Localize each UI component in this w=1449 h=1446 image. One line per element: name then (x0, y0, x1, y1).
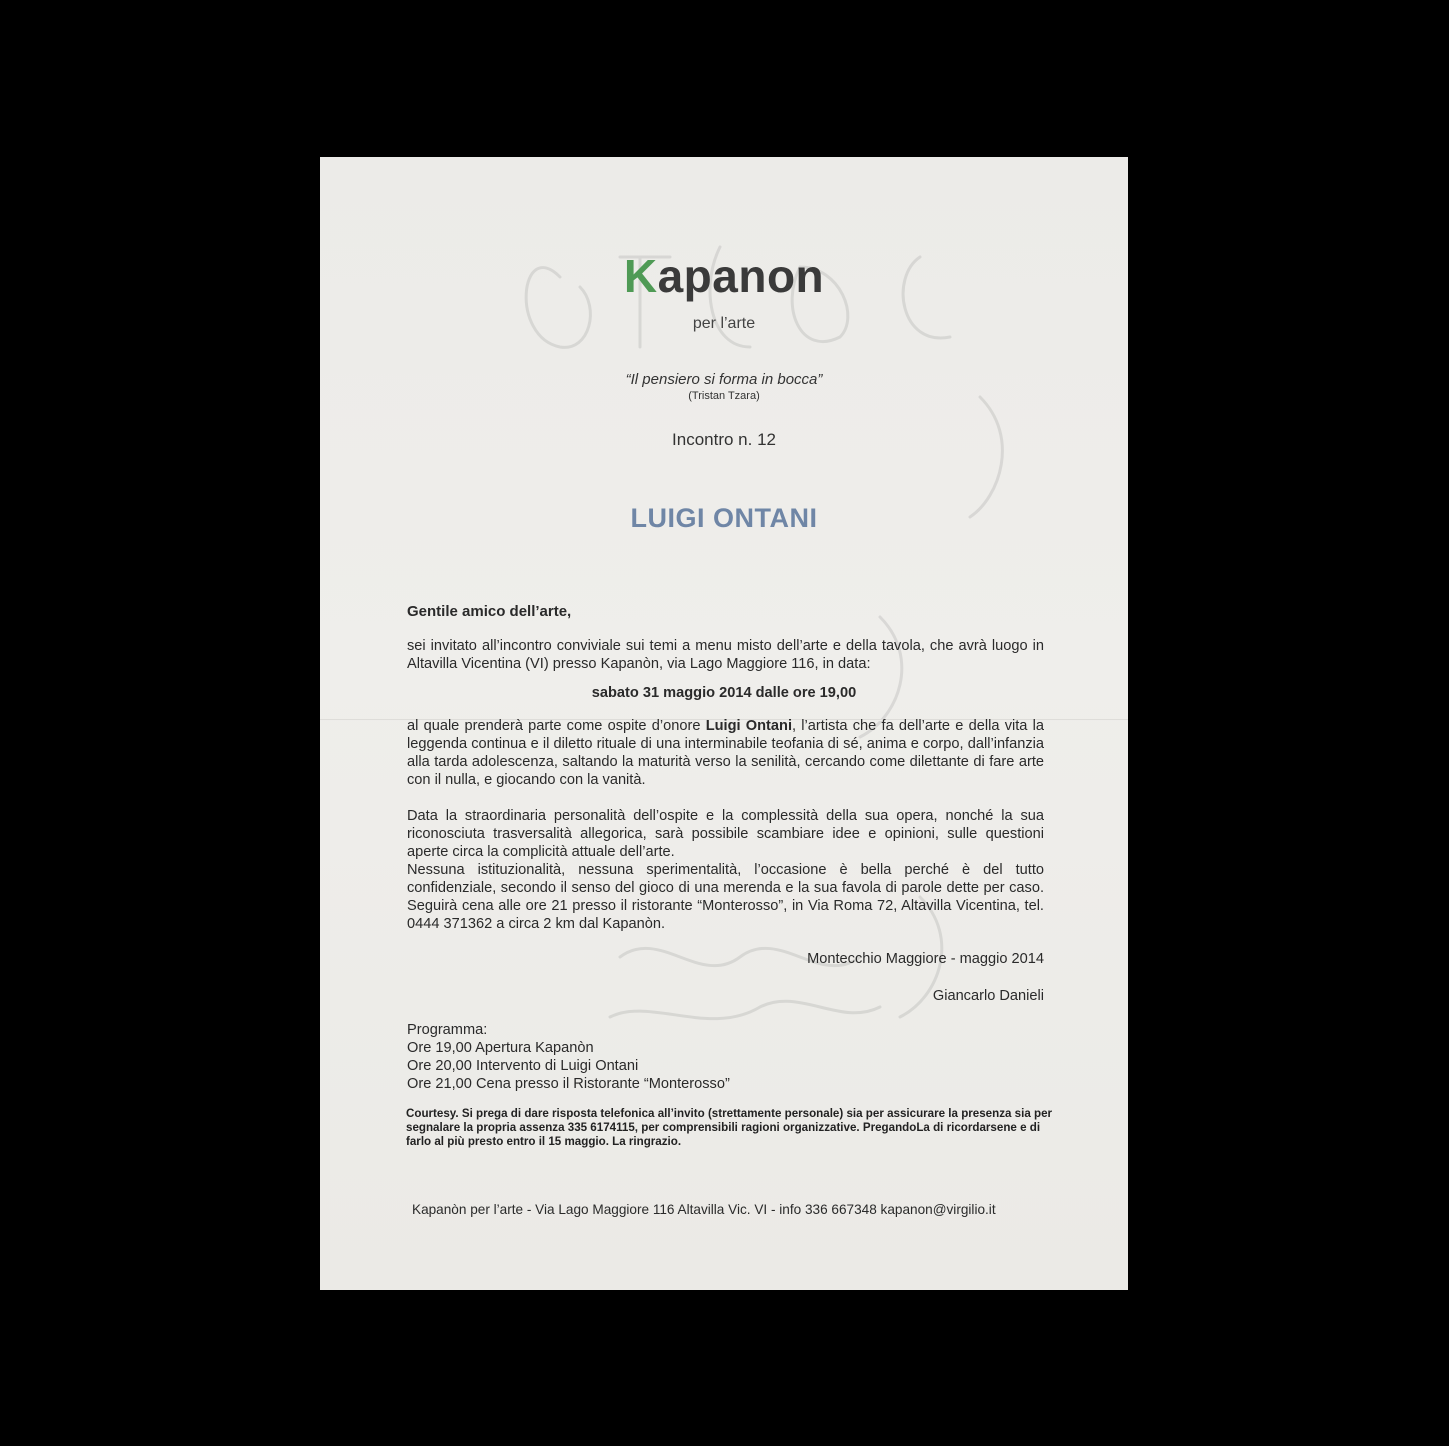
logo-subtitle: per l’arte (692, 315, 756, 332)
paragraph-guest-start: al quale prenderà parte come ospite d’onore (407, 718, 706, 734)
courtesy-note: Courtesy. Si prega di dare risposta telefonica all’invito (strettamente personale) sia per assicurare la presenza sia per segnalare la propria assenza 335 6174115, per comprensibili ragioni organizzative. PregandoLa di ricordarsene e di farlo al più presto entro il 15 maggio. La ringrazio. (406, 1107, 1053, 1148)
paragraph-guest (407, 717, 1044, 789)
paragraph-invitation: sei invitato all’incontro conviviale sui temi a menu misto dell’arte e della tavola, che avrà luogo in Altavilla Vicentina (VI) presso Kapanòn, via Lago Maggiore 116, in data: (407, 638, 1044, 672)
quote: “Il pensiero si forma in bocca” (625, 371, 823, 388)
programme-item: Ore 19,00 Apertura Kapanòn (407, 1040, 594, 1056)
programme (407, 1021, 1044, 1093)
quote-author: (Tristan Tzara) (688, 390, 760, 402)
invitation-sheet (320, 157, 1128, 1290)
footer-contact: Kapanòn per l’arte - Via Lago Maggiore 116 Altavilla Vic. VI - info 336 667348 kapanon@virgilio.it (412, 1202, 996, 1217)
logo-rest: apanon (657, 250, 825, 302)
paragraph-personality: Data la straordinaria personalità dell’ospite e la complessità della sua opera, nonché la sua riconosciuta trasversalità allegorica, sarà possibile scambiare idee e opinioni, sulle questioni aperte circa la complicità attuale dell’arte. (407, 808, 1044, 860)
greeting: Gentile amico dell’arte, (407, 603, 572, 620)
programme-item: Ore 21,00 Cena presso il Ristorante “Monterosso” (407, 1076, 730, 1092)
guest-name: LUIGI ONTANI (630, 503, 818, 533)
signature-name: Giancarlo Danieli (932, 988, 1044, 1004)
paragraph-guest-end: , l’artista che fa dell’arte e della vita la leggenda continua e il diletto rituale di una interminabile teofania di sé, anima e corpo, dall’infanzia alla tarda adolescenza, saltando la maturità verso la senilità, cercando come dilettante di fare arte con il nulla, e giocando con la vanità. (407, 718, 1044, 788)
logo-initial: K (623, 250, 658, 302)
kapanon-logo (320, 249, 1128, 303)
programme-item: Ore 20,00 Intervento di Luigi Ontani (407, 1058, 639, 1074)
event-date: sabato 31 maggio 2014 dalle ore 19,00 (591, 685, 857, 701)
paragraph-dinner: Nessuna istituzionalità, nessuna sperimentalità, l’occasione è bella perché è del tutto confidenziale, secondo il senso del gioco di una merenda e la sua favola di parole dette per caso. Seguirà cena alle ore 21 presso il ristorante “Monterosso”, in Via Roma 72, Altavilla Vicentina, tel. 0444 371362 a circa 2 km dal Kapanòn. (407, 862, 1044, 932)
place-and-date: Montecchio Maggiore - maggio 2014 (807, 951, 1044, 967)
guest-name-inline: Luigi Ontani (705, 718, 793, 734)
programme-title: Programma: (407, 1022, 488, 1038)
meeting-number: Incontro n. 12 (672, 430, 776, 449)
